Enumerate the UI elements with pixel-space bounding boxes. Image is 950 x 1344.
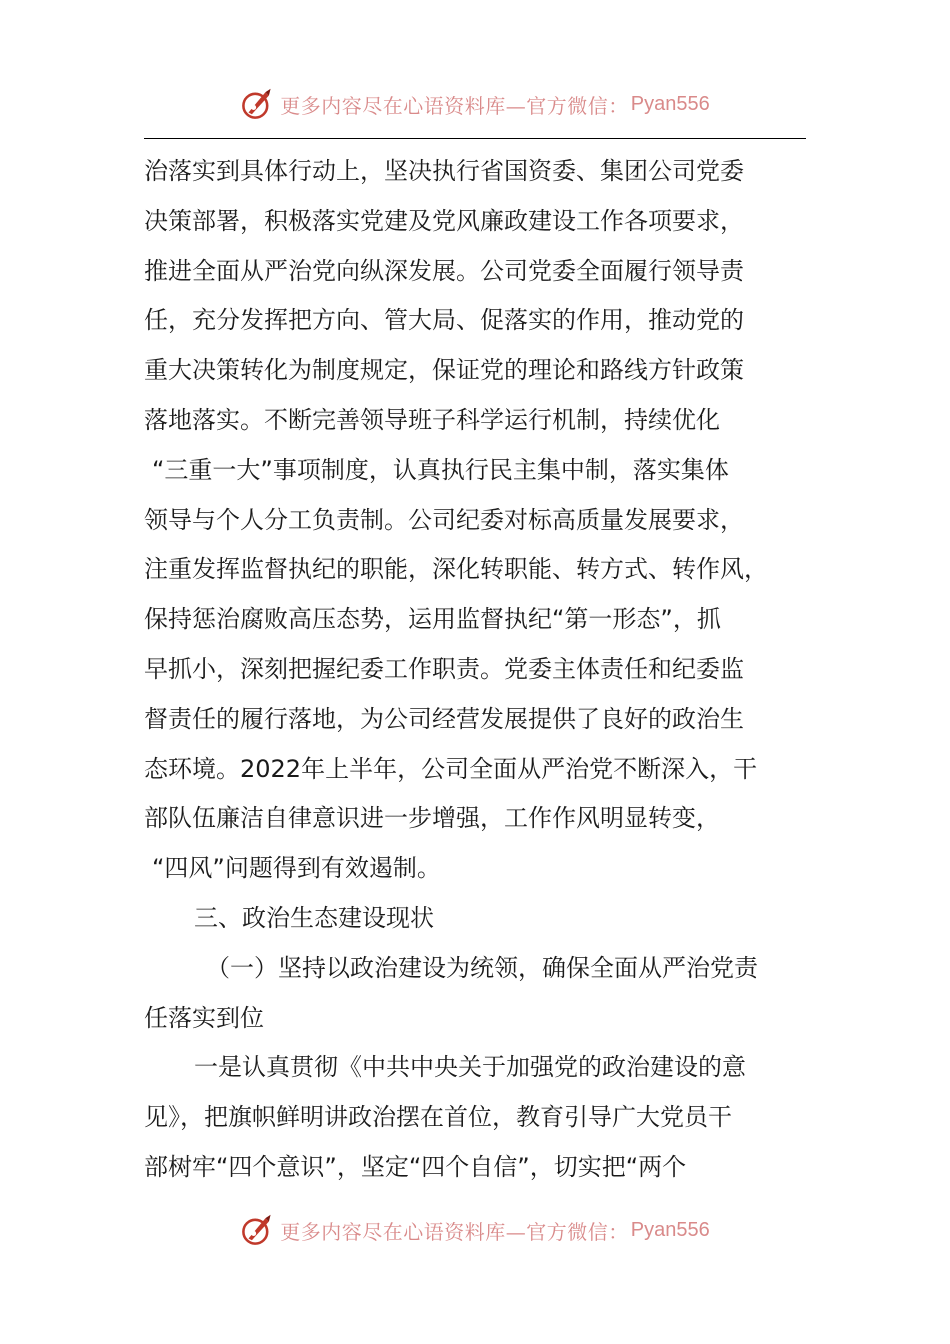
header-divider [144, 138, 806, 139]
body-line: 落地落实。不断完善领导班子科学运行机制，持续优化 [144, 405, 720, 434]
body-line: 决策部署，积极落实党建及党风廉政建设工作各项要求， [144, 206, 744, 235]
footer-banner-id: Pyan556 [630, 1218, 710, 1241]
body-line: 督责任的履行落地，为公司经营发展提供了良好的政治生 [144, 704, 744, 733]
body-line: 部队伍廉洁自律意识进一步增强，工作作风明显转变， [144, 804, 720, 833]
body-line: 领导与个人分工负责制。公司纪委对标高质量发展要求， [144, 505, 744, 534]
body-line: 见》，把旗帜鲜明讲政治摆在首位，教育引导广大党员干 [144, 1103, 732, 1132]
body-line: 推进全面从严治党向纵深发展。公司党委全面履行领导责 [144, 256, 744, 285]
footer-banner [0, 1210, 950, 1250]
body-line: 注重发挥监督执纪的职能，深化转职能、转方式、转作风， [144, 555, 768, 584]
body-line: 早抓小，深刻把握纪委工作职责。党委主体责任和纪委监 [144, 654, 744, 683]
header-banner-text: 更多内容尽在心语资料库—官方微信： [280, 93, 629, 118]
body-line: 任，充分发挥把方向、管大局、促落实的作用，推动党的 [144, 306, 744, 335]
section-heading: 三、政治生态建设现状 [194, 903, 434, 932]
body-line: 态环境。2022年上半年，公司全面从严治党不断深入，干 [144, 754, 758, 783]
quill-pen-logo-icon [240, 87, 274, 121]
body-line: 保持惩治腐败高压态势，运用监督执纪“第一形态”，抓 [144, 605, 721, 634]
body-line: 重大决策转化为制度规定，保证党的理论和路线方针政策 [144, 356, 744, 385]
header-banner-id: Pyan556 [630, 92, 710, 115]
document-body [144, 147, 804, 1193]
body-line: 部树牢“四个意识”，坚定“四个自信”，切实把“两个 [144, 1152, 687, 1181]
body-line: 一是认真贯彻《中共中央关于加强党的政治建设的意 [194, 1053, 746, 1082]
footer-banner-text: 更多内容尽在心语资料库—官方微信： [280, 1219, 629, 1244]
body-line: “四风”问题得到有效遏制。 [152, 854, 441, 883]
body-line: 治落实到具体行动上，坚决执行省国资委、集团公司党委 [144, 157, 744, 185]
quill-pen-logo-icon [240, 1213, 274, 1247]
header-banner [0, 84, 950, 124]
body-line: “三重一大”事项制度，认真执行民主集中制，落实集体 [152, 455, 729, 484]
subsection-heading: （一）坚持以政治建设为统领，确保全面从严治党责 [206, 953, 758, 982]
subsection-heading-cont: 任落实到位 [144, 1003, 264, 1032]
